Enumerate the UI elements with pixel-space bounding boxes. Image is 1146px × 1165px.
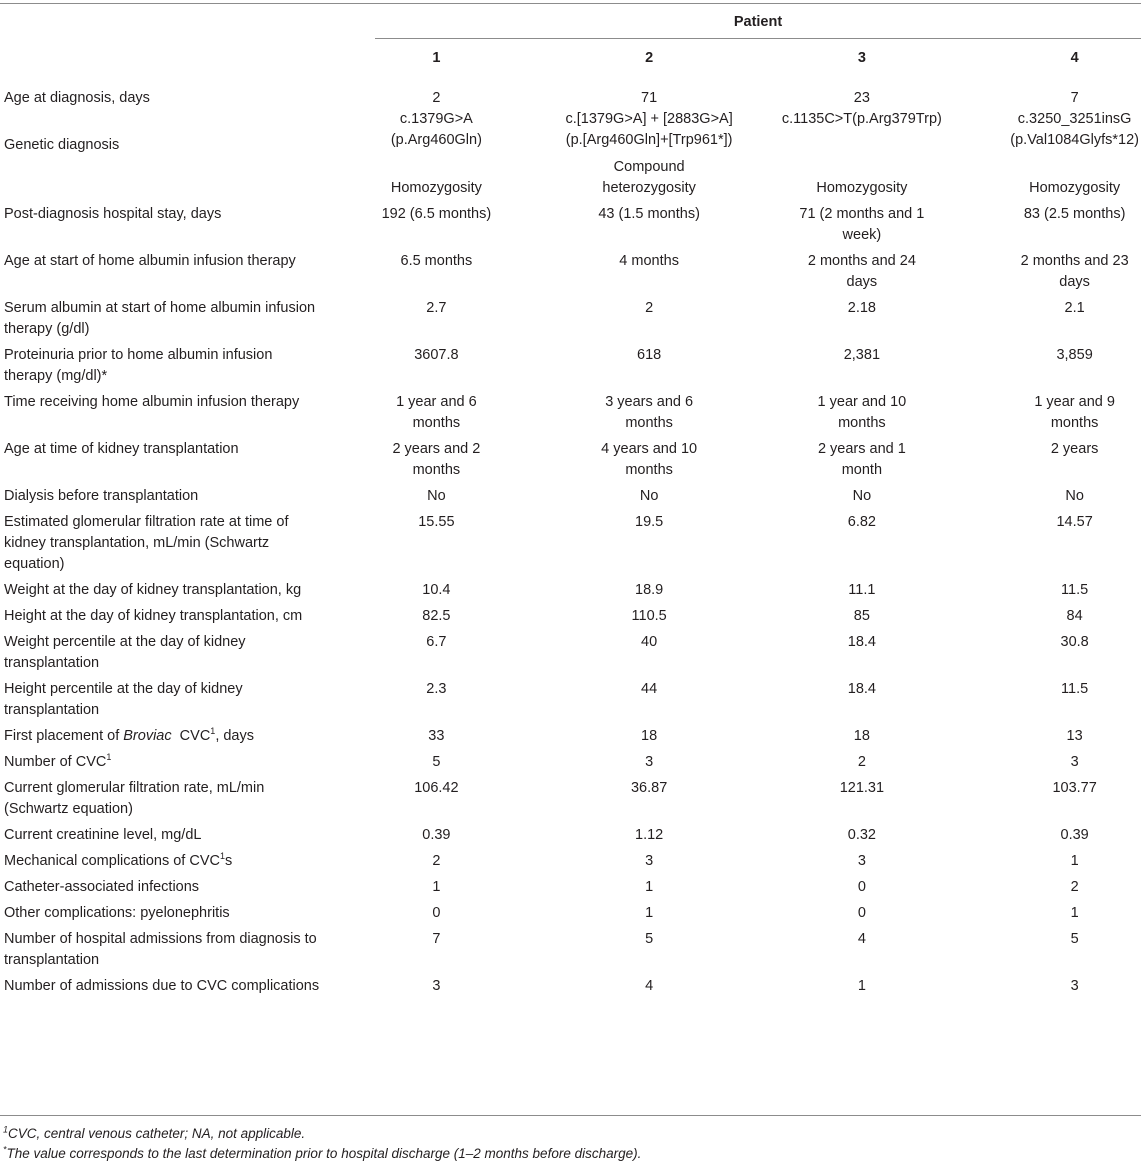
cell-value — [330, 439, 543, 486]
patient-number-row — [0, 45, 1146, 85]
cell-text: 1 year and 6 months — [396, 394, 477, 431]
cell-value: 618 — [637, 347, 662, 363]
cell-value: 2.7 — [426, 300, 447, 316]
row-label: Serum albumin at start of home albumin infusion therapy (g/dl) — [4, 300, 316, 337]
patient-group-header: Patient — [733, 14, 783, 30]
cell-value: 84 — [1066, 608, 1083, 624]
cell-value: 0 — [857, 905, 866, 921]
cell-text: 3 years and 6 months — [605, 394, 694, 431]
cell-value: 3 — [645, 853, 654, 869]
cell-value: 192 (6.5 months) — [381, 206, 492, 222]
cell-value: 36.87 — [630, 780, 668, 796]
row-label: Estimated glomerular filtration rate at time of kidney transplantation, mL/min (Schwartz equation) — [4, 514, 289, 572]
row-label: Current creatinine level, mg/dL — [4, 827, 202, 843]
table-footnotes — [3, 1124, 1141, 1164]
cell-text: 71 (2 months and 1 week) — [799, 206, 925, 243]
cell-genetic-4 — [968, 111, 1146, 204]
footnote-text: CVC, central venous catheter; NA, not applicable. — [8, 1126, 306, 1141]
header-patient-1: 1 — [432, 49, 441, 66]
cell-value: No — [639, 488, 659, 504]
cell-value: 121.31 — [839, 780, 885, 796]
cell-value: 110.5 — [631, 608, 667, 624]
row-label: Post-diagnosis hospital stay, days — [4, 206, 222, 222]
row-label: Age at time of kidney transplantation — [4, 441, 239, 457]
cell-value: 1 — [645, 879, 654, 895]
row-label: Weight at the day of kidney transplantation, kg — [4, 582, 302, 598]
label-suffix: s — [225, 853, 233, 869]
cell-value — [543, 439, 756, 486]
cell-genetic-3 — [756, 111, 969, 204]
cell-value — [756, 392, 969, 439]
row-label: Number of hospital admissions from diagnosis to transplantation — [4, 931, 317, 968]
zygosity-text: Homozygosity — [1029, 180, 1121, 196]
cell-text: 1 year and 10 months — [817, 394, 907, 431]
zygosity-text: Homozygosity — [390, 180, 482, 196]
cell-value: 3 — [1070, 978, 1079, 994]
cell-value: 3 — [432, 978, 441, 994]
cell-value: 15.55 — [418, 514, 455, 530]
footnote-marker: 1 — [3, 1124, 9, 1135]
cell-value: 1.12 — [635, 827, 664, 843]
zygosity-text: Compound heterozygosity — [602, 159, 696, 196]
cell-value: 3,859 — [1056, 347, 1093, 363]
header-empty-cell — [0, 45, 330, 85]
cell-value: 0 — [857, 879, 866, 895]
cell-text: 2 months and 24 days — [807, 253, 916, 290]
cell-value: 1 — [1070, 853, 1079, 869]
cell-value: 3607.8 — [414, 347, 459, 363]
cell-text: 4 years and 10 months — [601, 441, 698, 478]
cell-value: 4 — [857, 931, 866, 947]
cell-value: 18 — [641, 728, 658, 744]
header-patient-4: 4 — [1070, 49, 1079, 66]
row-label: Time receiving home albumin infusion therapy — [4, 394, 300, 410]
table-row-proteinuria — [0, 345, 1146, 392]
cell-value: 23 — [853, 90, 870, 106]
label-end: , days — [215, 728, 254, 744]
cell-value — [330, 392, 543, 439]
cell-value: 5 — [1070, 931, 1079, 947]
footnote-marker: 1 — [106, 752, 112, 763]
cell-value: 13 — [1066, 728, 1083, 744]
row-label: Dialysis before transplantation — [4, 488, 199, 504]
table-row-hospital-stay — [0, 204, 1146, 251]
cell-text: 2 years and 2 months — [392, 441, 481, 478]
cell-genetic-2 — [543, 111, 756, 204]
mutation-text: c.[1379G>A] + [2883G>A] (p.[Arg460Gln]+[Trp961*]) — [565, 111, 733, 148]
cell-value: 0.32 — [847, 827, 876, 843]
table-row-creatinine — [0, 825, 1146, 851]
cell-genetic-1 — [330, 111, 543, 204]
footnote-marker: 1 — [210, 726, 216, 737]
cell-value: 0.39 — [422, 827, 451, 843]
cell-value: 2 — [432, 90, 441, 106]
cell-value: 1 — [857, 978, 866, 994]
cell-value — [756, 204, 969, 251]
mutation-text: c.1135C>T(p.Arg379Trp) — [781, 111, 942, 127]
table-row-age-transplant — [0, 439, 1146, 486]
cell-value: 3 — [645, 754, 654, 770]
cell-value: 0 — [432, 905, 441, 921]
row-label: Other complications: pyelonephritis — [4, 905, 230, 921]
cell-value: 2 years — [1050, 441, 1099, 457]
cell-value: 1 — [1070, 905, 1079, 921]
cell-value: 11.5 — [1061, 582, 1089, 598]
cell-value: 7 — [1070, 90, 1079, 106]
cell-value: 4 — [645, 978, 654, 994]
cell-value: 2 — [432, 853, 441, 869]
cell-value: 71 — [641, 90, 658, 106]
cell-value: 18.4 — [847, 681, 876, 697]
cell-value: 2.18 — [847, 300, 876, 316]
table-row-height — [0, 606, 1146, 632]
cell-value: 44 — [641, 681, 658, 697]
footnote-2 — [3, 1144, 1141, 1164]
cell-value: 18.9 — [635, 582, 664, 598]
cell-value: 3 — [857, 853, 866, 869]
table-row-egfr-transplant — [0, 512, 1146, 580]
top-rule — [0, 3, 1141, 4]
table-row-mechanical-complications — [0, 851, 1146, 877]
table-row-serum-albumin — [0, 298, 1146, 345]
cell-value: No — [852, 488, 872, 504]
table-row-height-percentile — [0, 679, 1146, 726]
cell-value: 33 — [428, 728, 445, 744]
cell-value — [756, 439, 969, 486]
cell-value — [756, 251, 969, 298]
cell-value: 82.5 — [422, 608, 451, 624]
cell-value: No — [1065, 488, 1084, 504]
patient-header-rule — [375, 38, 1141, 39]
footnote-1 — [3, 1124, 1141, 1144]
zygosity-text: Homozygosity — [816, 180, 908, 196]
cell-value: 85 — [853, 608, 870, 624]
cell-value: 14.57 — [1056, 514, 1093, 530]
table-row-cvc-count — [0, 752, 1146, 778]
row-label: Age at start of home albumin infusion therapy — [4, 253, 296, 269]
header-patient-3: 3 — [857, 49, 866, 66]
row-label: Proteinuria prior to home albumin infusion therapy (mg/dl)* — [4, 347, 273, 384]
row-label: Current glomerular filtration rate, mL/min (Schwartz equation) — [4, 780, 265, 817]
table-row-age-start-albumin — [0, 251, 1146, 298]
label-prefix: Mechanical complications of CVC — [4, 853, 220, 869]
table-row-dialysis — [0, 486, 1146, 512]
table-row-hospital-admissions — [0, 929, 1146, 976]
cell-value: 83 (2.5 months) — [1023, 206, 1126, 222]
row-label — [0, 851, 330, 877]
cell-value — [968, 251, 1146, 298]
table-row-pyelonephritis — [0, 903, 1146, 929]
row-label: Height at the day of kidney transplantation, cm — [4, 608, 303, 624]
row-label — [0, 726, 330, 752]
row-label: Catheter-associated infections — [4, 879, 200, 895]
row-label — [0, 752, 330, 778]
cell-value: 103.77 — [1052, 780, 1097, 796]
cell-value: 4 months — [619, 253, 679, 269]
cell-value: 6.7 — [426, 634, 447, 650]
footnote-marker: 1 — [219, 851, 225, 862]
row-label: Genetic diagnosis — [4, 137, 120, 153]
cell-value: 30.8 — [1060, 634, 1089, 650]
cell-value: 43 (1.5 months) — [598, 206, 700, 222]
cell-value: 11.5 — [1061, 681, 1089, 697]
cell-value: 5 — [432, 754, 441, 770]
cell-value: 5 — [645, 931, 654, 947]
header-patient-2: 2 — [645, 49, 654, 66]
cell-value: 0.39 — [1060, 827, 1089, 843]
footnote-text: The value corresponds to the last determination prior to hospital discharge (1–2 months before discharge). — [6, 1146, 642, 1161]
mutation-text: c.1379G>A (p.Arg460Gln) — [390, 111, 482, 148]
label-suffix: CVC — [171, 728, 211, 744]
cell-value: 2 — [857, 754, 866, 770]
table-row-time-albumin — [0, 392, 1146, 439]
cell-value: 2,381 — [843, 347, 881, 363]
cell-text: 2 years and 1 month — [817, 441, 906, 478]
label-prefix: First placement of — [4, 728, 124, 744]
table-row-broviac — [0, 726, 1146, 752]
cell-text: 1 year and 9 months — [1034, 394, 1115, 431]
cell-value: 2 — [1070, 879, 1079, 895]
table-row-weight-percentile — [0, 632, 1146, 679]
cell-value: No — [427, 488, 446, 504]
cell-value: 40 — [641, 634, 658, 650]
cell-value: 11.1 — [848, 582, 876, 598]
table-row-cvc-admissions — [0, 976, 1146, 1002]
footnote-marker: * — [3, 1144, 7, 1155]
row-label: Weight percentile at the day of kidney transplantation — [4, 634, 246, 671]
clinical-data-table — [0, 45, 1146, 1002]
row-label: Height percentile at the day of kidney transplantation — [4, 681, 243, 718]
cell-value — [968, 392, 1146, 439]
cell-value: 6.82 — [847, 514, 876, 530]
cell-value: 2 — [645, 300, 654, 316]
cell-value: 1 — [432, 879, 441, 895]
cell-value: 6.5 months — [400, 253, 473, 269]
cell-value: 3 — [1070, 754, 1079, 770]
table-row-weight — [0, 580, 1146, 606]
cell-value: 10.4 — [422, 582, 451, 598]
cell-value: 1 — [645, 905, 654, 921]
cell-value: 18.4 — [847, 634, 876, 650]
cell-value: 18 — [853, 728, 870, 744]
bottom-rule — [0, 1115, 1141, 1116]
row-label: Age at diagnosis, days — [4, 90, 150, 106]
cell-value: 19.5 — [635, 514, 664, 530]
cell-value: 2.3 — [426, 681, 447, 697]
cell-value: 106.42 — [414, 780, 459, 796]
row-label: Number of admissions due to CVC complications — [4, 978, 320, 994]
cell-value: 7 — [432, 931, 441, 947]
table-row-genetic-diagnosis — [0, 114, 1146, 204]
cell-text: 2 months and 23 days — [1020, 253, 1129, 290]
table-row-catheter-infections — [0, 877, 1146, 903]
mutation-text: c.3250_3251insG (p.Val1084Glyfs*12) — [1010, 111, 1139, 148]
cell-value — [543, 392, 756, 439]
cell-value: 2.1 — [1064, 300, 1085, 316]
label-italic: Broviac — [123, 728, 172, 744]
table-row-current-gfr — [0, 778, 1146, 825]
label-text: Number of CVC — [4, 754, 107, 770]
